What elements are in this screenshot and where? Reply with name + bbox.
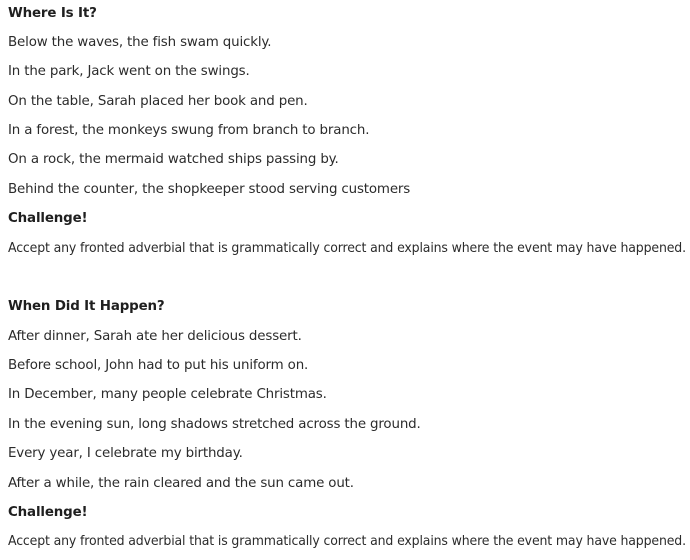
challenge-text-where: Accept any fronted adverbial that is grammatically correct and explains where the event may have happened. xyxy=(8,241,686,256)
sentence-when-4: In the evening sun, long shadows stretched across the ground. xyxy=(8,417,421,432)
sentence-where-1: Below the waves, the fish swam quickly. xyxy=(8,35,272,50)
sentence-when-6: After a while, the rain cleared and the sun came out. xyxy=(8,476,354,491)
sentence-where-4: In a forest, the monkeys swung from branch to branch. xyxy=(8,123,370,138)
sentence-where-6: Behind the counter, the shopkeeper stood serving customers xyxy=(8,182,411,197)
section-heading-when: When Did It Happen? xyxy=(8,299,165,314)
sentence-where-5: On a rock, the mermaid watched ships passing by. xyxy=(8,152,339,167)
sentence-when-1: After dinner, Sarah ate her delicious dessert. xyxy=(8,329,302,344)
sentence-when-2: Before school, John had to put his uniform on. xyxy=(8,358,309,373)
challenge-text-when: Accept any fronted adverbial that is grammatically correct and explains where the event may have happened. xyxy=(8,534,686,549)
challenge-heading-where: Challenge! xyxy=(8,211,88,226)
sentence-where-2: In the park, Jack went on the swings. xyxy=(8,64,250,79)
sentence-where-3: On the table, Sarah placed her book and pen. xyxy=(8,94,308,109)
sentence-when-3: In December, many people celebrate Christmas. xyxy=(8,387,327,402)
challenge-heading-when: Challenge! xyxy=(8,505,88,520)
sentence-when-5: Every year, I celebrate my birthday. xyxy=(8,446,243,461)
section-heading-where: Where Is It? xyxy=(8,6,97,21)
